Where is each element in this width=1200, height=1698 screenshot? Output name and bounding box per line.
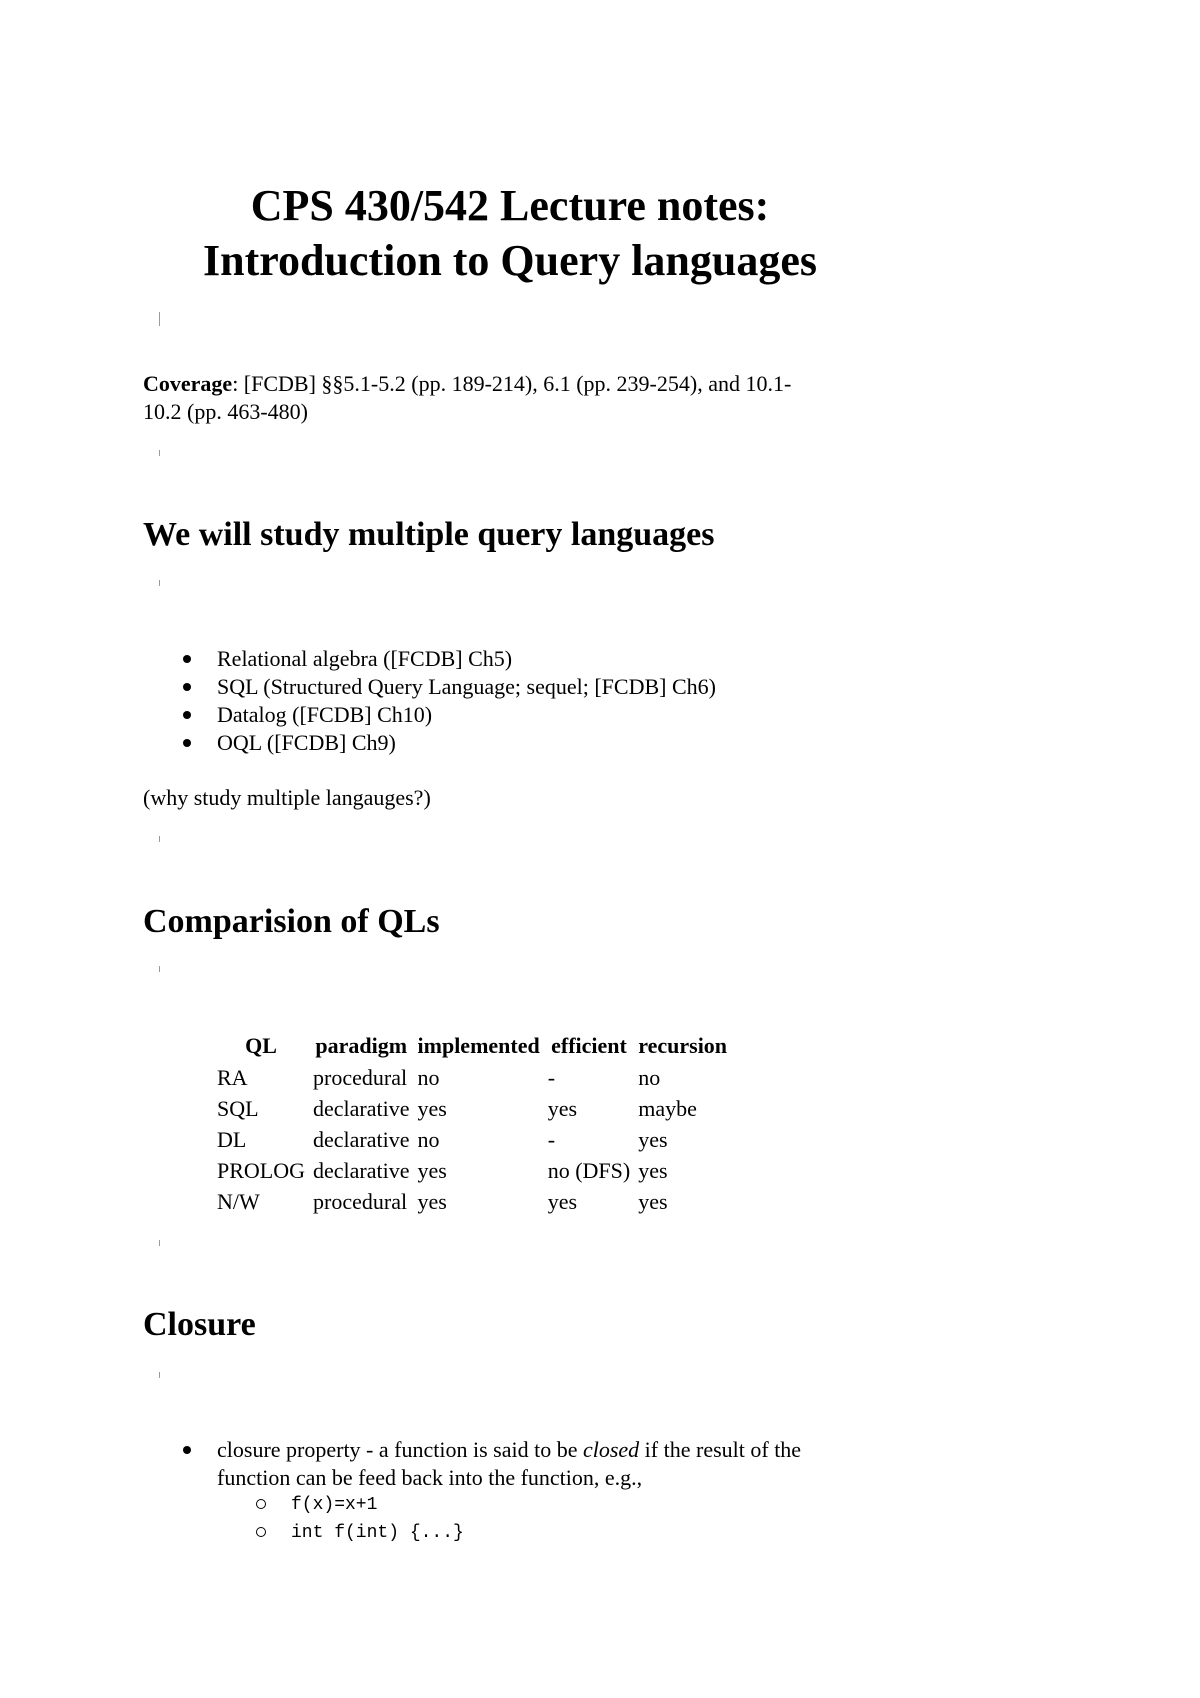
table-cell: yes <box>638 1188 668 1214</box>
table-cell: - <box>547 1064 556 1090</box>
text-cursor-mark <box>159 450 160 456</box>
list-item: Datalog ([FCDB] Ch10) <box>183 701 716 729</box>
table-cell: procedural <box>313 1064 408 1090</box>
table-row <box>213 1155 731 1186</box>
section-heading-comparison: Comparision of QLs <box>143 903 440 940</box>
table-cell: PROLOG <box>217 1157 306 1183</box>
table-cell: yes <box>638 1157 668 1183</box>
closure-term-emphasis: closed <box>582 1437 640 1462</box>
code-example: f(x)=x+1 <box>256 1491 464 1519</box>
table-cell: yes <box>417 1095 447 1121</box>
section-heading-languages: We will study multiple query languages <box>143 516 715 553</box>
table-row <box>213 1124 731 1155</box>
text-cursor-mark <box>159 580 160 586</box>
text-cursor-mark <box>159 836 160 842</box>
table-row <box>213 1062 731 1093</box>
table-cell: RA <box>217 1064 248 1090</box>
column-header-efficient: efficient <box>551 1033 627 1058</box>
table-cell: yes <box>547 1188 578 1214</box>
title-line-1: CPS 430/542 Lecture notes: <box>250 181 770 230</box>
table-cell: - <box>547 1126 556 1152</box>
text-cursor-mark <box>159 1372 160 1378</box>
table-cell: declarative <box>313 1157 410 1183</box>
languages-list <box>183 645 716 757</box>
column-header-implemented: implemented <box>417 1033 540 1058</box>
page-title <box>145 178 875 288</box>
text-cursor-mark <box>159 966 160 972</box>
text-cursor-mark <box>159 1240 160 1246</box>
closure-examples-list <box>256 1491 464 1547</box>
column-header-ql: QL <box>245 1033 277 1058</box>
question-text: (why study multiple langauges?) <box>143 785 431 810</box>
closure-list <box>183 1436 903 1492</box>
table-cell: no <box>417 1126 440 1152</box>
table-header-row <box>213 1030 731 1062</box>
closure-text-pre: closure property - a function is said to be <box>217 1437 583 1462</box>
table-cell: no <box>417 1064 440 1090</box>
table-cell: no <box>638 1064 661 1090</box>
table-cell: N/W <box>217 1188 260 1214</box>
coverage-label: Coverage <box>143 371 233 396</box>
text-cursor-mark <box>159 312 160 326</box>
table-cell: SQL <box>217 1095 259 1121</box>
list-item <box>183 1436 903 1492</box>
list-item: SQL (Structured Query Language; sequel; [FCDB] Ch6) <box>183 673 716 701</box>
closure-text-post: if the result of the <box>639 1437 802 1462</box>
table-cell: DL <box>217 1126 247 1152</box>
coverage-text-line-1: : [FCDB] §§5.1-5.2 (pp. 189-214), 6.1 (pp. 239-254), and 10.1- <box>232 371 792 396</box>
code-example: int f(int) {...} <box>256 1519 464 1547</box>
table-cell: yes <box>547 1095 578 1121</box>
list-item: Relational algebra ([FCDB] Ch5) <box>183 645 716 673</box>
section-heading-closure: Closure <box>143 1306 256 1343</box>
table-cell: maybe <box>638 1095 697 1121</box>
table-cell: yes <box>638 1126 668 1152</box>
column-header-recursion: recursion <box>638 1033 728 1058</box>
table-cell: declarative <box>313 1126 410 1152</box>
list-item: OQL ([FCDB] Ch9) <box>183 729 716 757</box>
table-cell: no (DFS) <box>547 1157 631 1183</box>
table-cell: yes <box>417 1157 447 1183</box>
coverage-text-line-2: 10.2 (pp. 463-480) <box>143 399 308 424</box>
coverage-paragraph <box>143 370 903 426</box>
table-cell: yes <box>417 1188 447 1214</box>
closure-text-line-2: function can be feed back into the function, e.g., <box>217 1465 643 1490</box>
table-cell: procedural <box>313 1188 408 1214</box>
table-row <box>213 1186 731 1217</box>
comparison-table <box>213 1030 731 1217</box>
table-row <box>213 1093 731 1124</box>
column-header-paradigm: paradigm <box>315 1033 408 1058</box>
title-line-2: Introduction to Query languages <box>202 236 818 285</box>
table-cell: declarative <box>313 1095 410 1121</box>
